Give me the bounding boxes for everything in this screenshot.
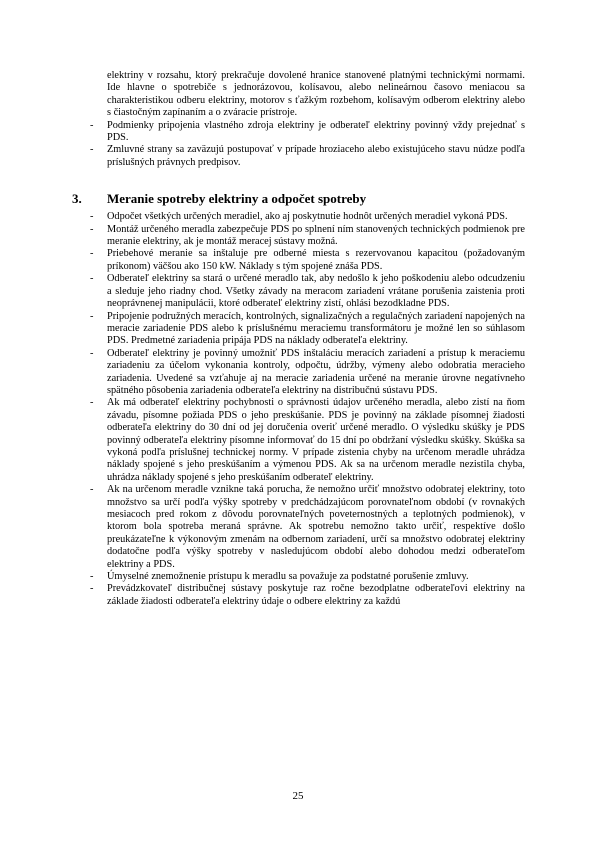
list-item-text: Podmienky pripojenia vlastného zdroja elektriny je odberateľ elektriny povinný vždy prejednať s PDS. xyxy=(107,119,525,144)
continuation-paragraph: elektriny v rozsahu, ktorý prekračuje dovolené hranice stanovené platnými technickými normami. Ide hlavne o spotrebiče s jednorázovou, kolísavou, alebo nelineárnou časovo meniacou sa charakteristikou odberu elektriny, motorov s ťažkým rozbehom, kolísavým odberom elektriny alebo s čiastočným zapínaním a o zváracie prístroje. xyxy=(107,70,525,119)
list-item-text: Odberateľ elektriny je povinný umožniť PDS inštaláciu meracích zariadení a prístup k meraciemu zariadeniu za účelom vykonania kontroly, odpočtu, údržby, výmeny alebo odobratia meracieho zariadenia. Uvedené sa vzťahuje aj na meracie zariadenia určené na meranie úrovne negatívneho spätného pôsobenia zariadenia odberateľa elektriny na distribučnú sústavu PDS. xyxy=(107,347,525,396)
bullet-dash: - xyxy=(90,119,94,131)
bullet-dash: - xyxy=(90,144,94,156)
list-item-text: Pripojenie podružných meracích, kontrolných, signalizačných a regulačných zariadení napojených na meracie zariadenie PDS alebo k príslušnému meraciemu transformátoru je možné len so súhlasom PDS. Predmetné zariadenia pripája PDS na náklady odberateľa elektriny. xyxy=(107,310,525,347)
page-content xyxy=(0,70,596,608)
bullet-dash: - xyxy=(90,248,94,260)
list-item-text: Úmyselné znemožnenie prístupu k meradlu sa považuje za podstatné porušenie zmluvy. xyxy=(107,571,469,583)
bullet-dash: - xyxy=(90,571,94,583)
list-item xyxy=(90,397,525,484)
bullet-dash: - xyxy=(90,310,94,322)
bullet-dash: - xyxy=(90,211,94,223)
list-item-text: Odpočet všetkých určených meradiel, ako aj poskytnutie hodnôt určených meradiel vykoná PDS. xyxy=(107,211,508,223)
list-item xyxy=(90,583,525,608)
list-item xyxy=(90,144,525,169)
section-heading xyxy=(0,191,596,207)
list-item xyxy=(90,484,525,571)
list-item-text: Odberateľ elektriny sa stará o určené meradlo tak, aby nedošlo k jeho poškodeniu alebo odcudzeniu a sleduje jeho riadny chod. Všetky závady na meracom zariadení vrátane porušenia zaistenia proti neoprávnenej manipulácii, ktoré odberateľ elektriny zistí, ohlási bezodkladne PDS. xyxy=(107,273,525,310)
bullet-dash: - xyxy=(90,223,94,235)
bullet-dash: - xyxy=(90,583,94,595)
top-bullet-list xyxy=(0,120,596,170)
list-item-text: Montáž určeného meradla zabezpečuje PDS po splnení ním stanovených technických podmienok pre meranie elektriny, ak je montáž meracej sústavy možná. xyxy=(107,223,525,248)
list-item-text: Priebehové meranie sa inštaluje pre odberné miesta s rezervovanou kapacitou (požadovaným príkonom) väčšou ako 150 kW. Náklady s tým spojené znáša PDS. xyxy=(107,248,525,272)
list-item-text: Ak na určenom meradle vznikne taká porucha, že nemožno určiť množstvo odobratej elektriny, toto množstvo sa určí podľa výšky spotreby v predchádzajúcom porovnateľnom období (v rovnakých mesiacoch pred rokom z dôvodu porovnateľných poveternostných a teplotných podmienok), v ktorom bola spotreba meraná správne. Ak spotrebu nemožno takto určiť, respektíve došlo preukázateľne k výkonovým zmenám na odbernom zariadení, určí sa množstvo odobratej elektriny dodatočne podľa výšky spotreby v nasledujúcom období alebo dohodou medzi odberateľom elektriny a PDS. xyxy=(107,484,525,570)
list-item xyxy=(90,571,525,583)
section-number: 3. xyxy=(72,191,82,207)
list-item xyxy=(90,347,525,398)
bullet-dash: - xyxy=(90,347,94,359)
list-item xyxy=(90,211,525,223)
bullet-dash: - xyxy=(90,273,94,285)
list-item-text: Prevádzkovateľ distribučnej sústavy poskytuje raz ročne bezodplatne odberateľovi elektriny na základe žiadosti odberateľa elektriny údaje o odbere elektriny za každú xyxy=(107,583,525,607)
list-item xyxy=(90,119,525,145)
list-item xyxy=(90,223,525,249)
list-item xyxy=(90,248,525,273)
list-item xyxy=(90,273,525,310)
bullet-dash: - xyxy=(90,397,94,409)
list-item-text: Zmluvné strany sa zaväzujú postupovať v prípade hroziaceho alebo existujúceho stavu núdze podľa príslušných právnych predpisov. xyxy=(107,144,525,168)
list-item-text: Ak má odberateľ elektriny pochybnosti o správnosti údajov určeného meradla, alebo zistí na ňom závadu, písomne požiada PDS o jeho preskúšanie. PDS je povinný na základe písomnej žiadosti odberateľa elektriny do 30 dní od jej doručenia overiť určené meradlo. O výsledku skúšky je PDS povinný odberateľa elektriny písomne informovať do 15 dní po obdržaní výsledku skúšky. Skúška sa vykoná podľa príslušnej technickej normy. V prípade zistenia chyby na určenom meradle uhrádza náklady spojené s jeho preskúšaním a výmenou PDS. Ak sa na určenom meradle nezistila chyba, uhrádza náklady spojené s jeho preskúšaním odberateľ elektriny. xyxy=(107,397,525,483)
section-title: Meranie spotreby elektriny a odpočet spotreby xyxy=(107,191,367,207)
bullet-dash: - xyxy=(90,484,94,496)
list-item xyxy=(90,310,525,348)
page-number: 25 xyxy=(292,790,304,802)
section-bullet-list xyxy=(0,211,596,608)
